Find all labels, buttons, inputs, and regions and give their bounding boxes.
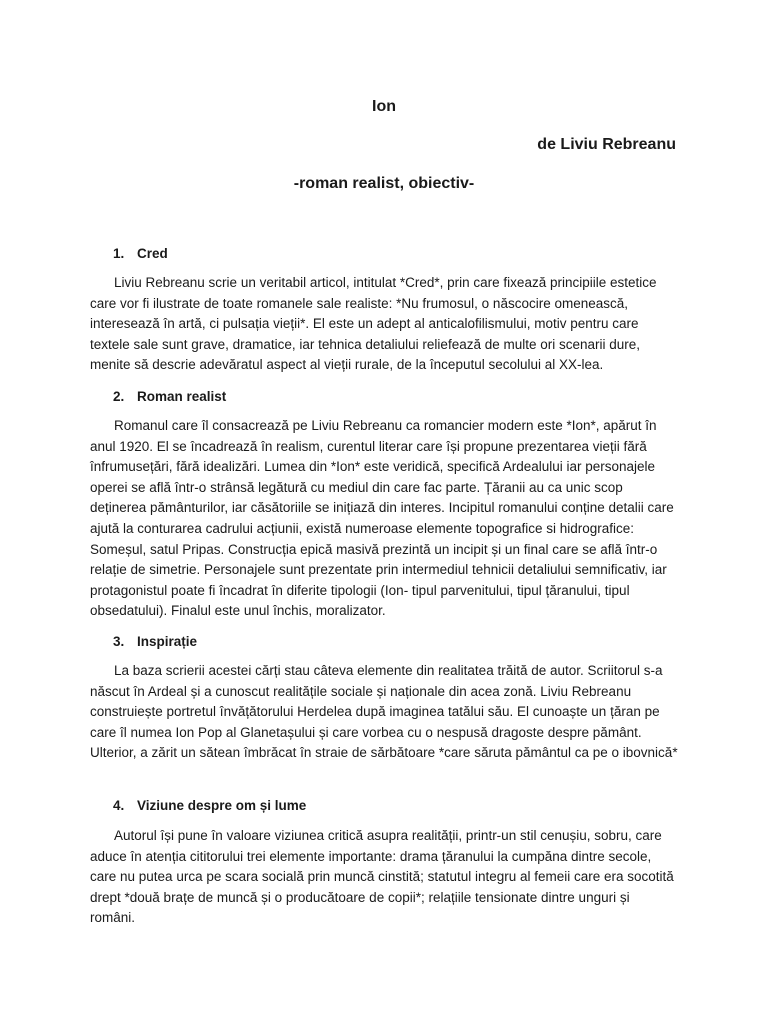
document-author: de Liviu Rebreanu (537, 136, 676, 153)
section-paragraph-viziune (90, 826, 678, 929)
section-title: Cred (137, 246, 168, 261)
section-title: Roman realist (137, 389, 227, 404)
section-number: 1. (113, 246, 125, 261)
paragraph-text: Liviu Rebreanu scrie un veritabil articol, intitulat *Cred*, prin care fixează principiile estetice care vor fi ilustrate de toate romanele sale realiste: *Nu frumosul, o născocire omenească, interesează în artă, ci pulsația vieții*. El este un adept al anticalofilismului, motiv pentru care textele sale sunt grave, dramatice, iar tehnica detaliului reliefează de multe ori scenarii dure, menite să descrie adevăratul aspect al vieții rurale, de la începutul secolului al XX-lea. (90, 275, 657, 373)
section-paragraph-inspiratie (90, 661, 678, 764)
section-paragraph-roman-realist (90, 416, 678, 622)
paragraph-text: Romanul care îl consacrează pe Liviu Rebreanu ca romancier modern este *Ion*, apărut în anul 1920. El se încadrează în realism, curentul literar care își propune prezentarea vieții fără înfrumusețări, fără idealizări. Lumea din *Ion* este veridică, specifică Ardealului iar personajele operei se află într-o strânsă legătură cu mediul din care fac parte. Țăranii au ca unic scop deținerea pământurilor, iar căsătoriile se inițiază din interes. Incipitul romanului conține detalii care ajută la conturarea cadrului acțiunii, există numeroase elemente topografice si hidrografice: Someșul, satul Pripas. Construcția epică masivă prezintă un incipit și un final care se află într-o relație de simetrie. Personajele sunt prezentate prin intermediul tehnicii detaliului semnificativ, iar protagonistul poate fi încadrat în diferite tipologii (Ion- tipul parvenitului, tipul țăranului, tipul obsedatului). Finalul este unul închis, moralizator. (90, 418, 674, 619)
section-heading-inspiratie (113, 632, 197, 652)
paragraph-text: Autorul își pune în valoare viziunea critică asupra realității, printr-un stil cenușiu, sobru, care aduce în atenția cititorului trei elemente importante: drama țăranului la cumpăna dintre secole, care nu putea urca pe scara socială prin muncă cinstită; statutul integru al femeii care era socotită drept *două brațe de muncă și o producătoare de copii*; relațiile tensionate dintre unguri și români. (90, 828, 674, 926)
section-heading-viziune (113, 796, 306, 816)
document-title: Ion (372, 98, 396, 115)
paragraph-text: La baza scrierii acestei cărți stau câteva elemente din realitatea trăită de autor. Scriitorul s-a născut în Ardeal și a cunoscut realitățile sociale și naționale din acea zonă. Liviu Rebreanu construiește portretul învățătorului Herdelea după imaginea tatălui său. El cunoaște un țăran pe care îl numea Ion Pop al Glanetașului și care vorbea cu o nespusă dragoste despre pământ. Ulterior, a zărit un sătean îmbrăcat în straie de sărbătoare *care săruta pământul ca pe o ibovnică* (90, 663, 678, 761)
section-number: 4. (113, 798, 125, 813)
section-heading-roman-realist (113, 387, 226, 407)
document-subtitle: -roman realist, obiectiv- (293, 175, 475, 192)
section-title: Inspirație (137, 634, 198, 649)
section-number: 2. (113, 389, 125, 404)
section-title: Viziune despre om și lume (137, 798, 307, 813)
section-heading-cred (113, 244, 168, 264)
section-paragraph-cred (90, 273, 678, 376)
section-number: 3. (113, 634, 125, 649)
